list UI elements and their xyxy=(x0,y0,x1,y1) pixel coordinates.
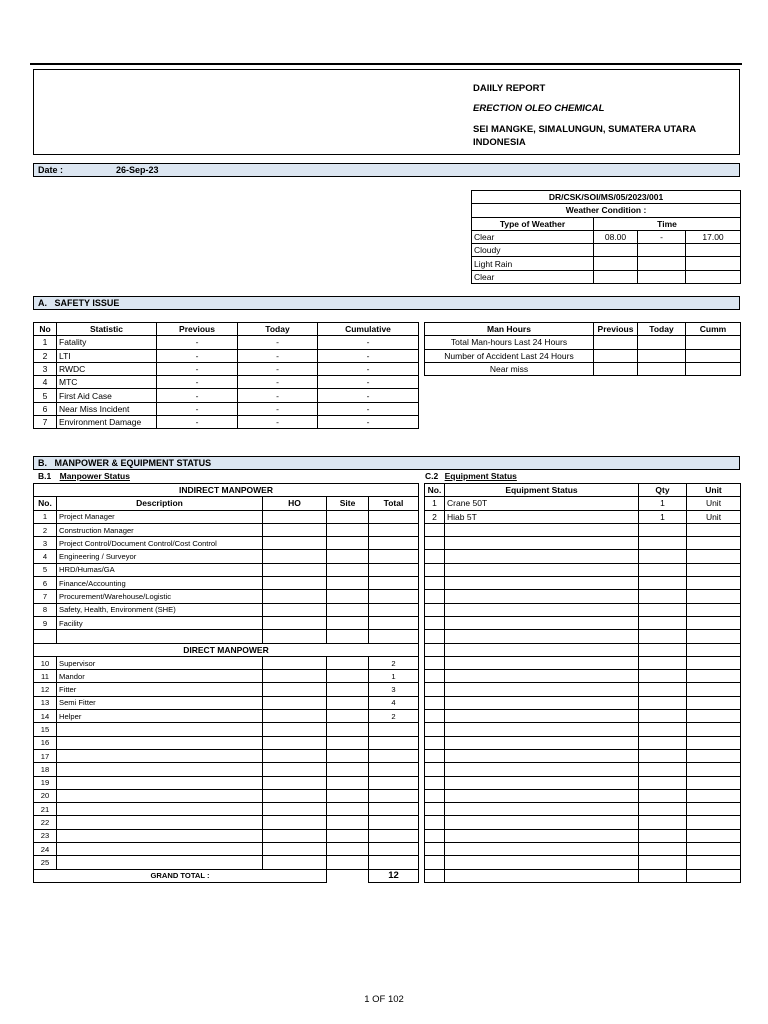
equipment-row xyxy=(425,696,741,709)
manhours-header: Man Hours xyxy=(425,323,594,336)
location-line2: INDONESIA xyxy=(473,137,526,148)
manhours-header: Cumm xyxy=(686,323,741,336)
manpower-row: 2 Construction Manager xyxy=(34,523,419,536)
safety-section-bar xyxy=(33,296,740,310)
manpower-row: 12 Fitter 3 xyxy=(34,683,419,696)
manpower-row: 7 Procurement/Warehouse/Logistic xyxy=(34,590,419,603)
manpower-row: 24 xyxy=(34,843,419,856)
equipment-row xyxy=(425,630,741,643)
manpower-row: 3 Project Control/Document Control/Cost Control xyxy=(34,537,419,550)
manpower-row: 13 Semi Fitter 4 xyxy=(34,696,419,709)
safety-header: Today xyxy=(238,323,318,336)
manpower-row: 10 Supervisor 2 xyxy=(34,656,419,669)
date-value: 26-Sep-23 xyxy=(116,165,159,175)
manhours-header: Previous xyxy=(594,323,638,336)
equipment-row: 1 Crane 50T 1 Unit xyxy=(425,497,741,510)
manpower-row: 6 Finance/Accounting xyxy=(34,577,419,590)
safety-header: Cumulative xyxy=(318,323,419,336)
equipment-row: 2 Hiab 5T 1 Unit xyxy=(425,510,741,523)
manpower-header: HO xyxy=(263,497,327,510)
manpower-header: Description xyxy=(57,497,263,510)
manhours-row: Number of Accident Last 24 Hours xyxy=(425,349,741,362)
equipment-header: No. xyxy=(425,484,445,497)
manpower-row: 11 Mandor 1 xyxy=(34,670,419,683)
equipment-row xyxy=(425,736,741,749)
weather-row: Clear xyxy=(472,270,741,283)
safety-header: Statistic xyxy=(57,323,157,336)
safety-row: 1 Fatality - - - xyxy=(34,336,419,349)
manpower-header: No. xyxy=(34,497,57,510)
equipment-header: Equipment Status xyxy=(445,484,639,497)
manpower-header: Total xyxy=(369,497,419,510)
page-number: 1 OF 102 xyxy=(364,994,404,1005)
equipment-header: Unit xyxy=(687,484,741,497)
manpower-row: 21 xyxy=(34,803,419,816)
equipment-row xyxy=(425,829,741,842)
equipment-row xyxy=(425,603,741,616)
c2-label: C.2 Equipment Status xyxy=(425,471,517,481)
manpower-row: 18 xyxy=(34,763,419,776)
safety-row: 6 Near Miss Incident - - - xyxy=(34,402,419,415)
grand-total-row xyxy=(34,869,419,882)
equipment-row xyxy=(425,869,741,882)
manpower-row: 20 xyxy=(34,789,419,802)
weather-row: Light Rain xyxy=(472,257,741,270)
equipment-row xyxy=(425,577,741,590)
manpower-row: 9 Facility xyxy=(34,616,419,629)
equipment-row xyxy=(425,550,741,563)
equipment-row xyxy=(425,789,741,802)
c2-title: Equipment Status xyxy=(444,471,517,481)
equipment-row xyxy=(425,590,741,603)
weather-row: Cloudy xyxy=(472,244,741,257)
date-bar xyxy=(33,163,740,177)
safety-header: No xyxy=(34,323,57,336)
equipment-row xyxy=(425,563,741,576)
manpower-row: 16 xyxy=(34,736,419,749)
weather-row: Clear 08.00 - 17.00 xyxy=(472,230,741,243)
location-line1: SEI MANGKE, SIMALUNGUN, SUMATERA UTARA xyxy=(473,124,697,135)
safety-section-title: A. SAFETY ISSUE xyxy=(38,298,120,308)
equipment-row xyxy=(425,537,741,550)
manpower-row: 22 xyxy=(34,816,419,829)
report-header-box xyxy=(33,69,740,155)
report-title: DAIILY REPORT xyxy=(473,83,546,94)
manpower-section-bar xyxy=(33,456,740,470)
weather-col-type: Type of Weather xyxy=(472,217,594,230)
safety-row: 2 LTI - - - xyxy=(34,349,419,362)
safety-row: 4 MTC - - - xyxy=(34,376,419,389)
manpower-header: Site xyxy=(327,497,369,510)
equipment-row xyxy=(425,856,741,869)
equipment-row xyxy=(425,776,741,789)
manpower-row: 8 Safety, Health, Environment (SHE) xyxy=(34,603,419,616)
top-border-line xyxy=(30,63,742,65)
manpower-row: 5 HRD/Humas/GA xyxy=(34,563,419,576)
manpower-row: 1 Project Manager xyxy=(34,510,419,523)
direct-manpower-title: DIRECT MANPOWER xyxy=(34,643,419,656)
weather-title: Weather Condition : xyxy=(472,204,741,217)
weather-col-time: Time xyxy=(594,217,741,230)
equipment-row xyxy=(425,816,741,829)
safety-row: 5 First Aid Case - - - xyxy=(34,389,419,402)
manpower-row: 17 xyxy=(34,749,419,762)
b1-title: Manpower Status xyxy=(59,471,130,481)
b1-label: B.1 Manpower Status xyxy=(38,471,130,481)
equipment-row xyxy=(425,643,741,656)
equipment-row xyxy=(425,843,741,856)
equipment-row xyxy=(425,670,741,683)
equipment-row xyxy=(425,803,741,816)
equipment-row xyxy=(425,656,741,669)
manpower-table xyxy=(33,483,419,883)
equipment-table xyxy=(424,483,741,883)
manpower-row: 19 xyxy=(34,776,419,789)
date-label: Date : xyxy=(38,165,64,175)
indirect-manpower-title: INDIRECT MANPOWER xyxy=(34,484,419,497)
safety-header: Previous xyxy=(157,323,238,336)
safety-stats-table xyxy=(33,322,419,429)
equipment-header: Qty xyxy=(639,484,687,497)
manhours-row: Near miss xyxy=(425,362,741,375)
equipment-row xyxy=(425,523,741,536)
equipment-row xyxy=(425,616,741,629)
doc-number: DR/CSK/SOI/MS/05/2023/001 xyxy=(472,191,741,204)
equipment-row xyxy=(425,710,741,723)
manpower-row: 14 Helper 2 xyxy=(34,710,419,723)
manpower-row: 23 xyxy=(34,829,419,842)
safety-row: 3 RWDC - - - xyxy=(34,362,419,375)
manpower-row: 4 Engineering / Surveyor xyxy=(34,550,419,563)
manpower-section-title: B. MANPOWER & EQUIPMENT STATUS xyxy=(38,458,212,468)
equipment-row xyxy=(425,749,741,762)
manhours-header: Today xyxy=(638,323,686,336)
safety-row: 7 Environment Damage - - - xyxy=(34,416,419,429)
grand-total-value: 12 xyxy=(369,869,419,882)
equipment-row xyxy=(425,723,741,736)
manpower-row: 25 xyxy=(34,856,419,869)
grand-total-label: GRAND TOTAL : xyxy=(34,869,327,882)
project-name: ERECTION OLEO CHEMICAL xyxy=(473,103,605,114)
man-hours-table xyxy=(424,322,741,376)
equipment-row xyxy=(425,683,741,696)
equipment-row xyxy=(425,763,741,776)
manpower-row: 15 xyxy=(34,723,419,736)
manhours-row: Total Man-hours Last 24 Hours xyxy=(425,336,741,349)
weather-table xyxy=(471,190,741,284)
